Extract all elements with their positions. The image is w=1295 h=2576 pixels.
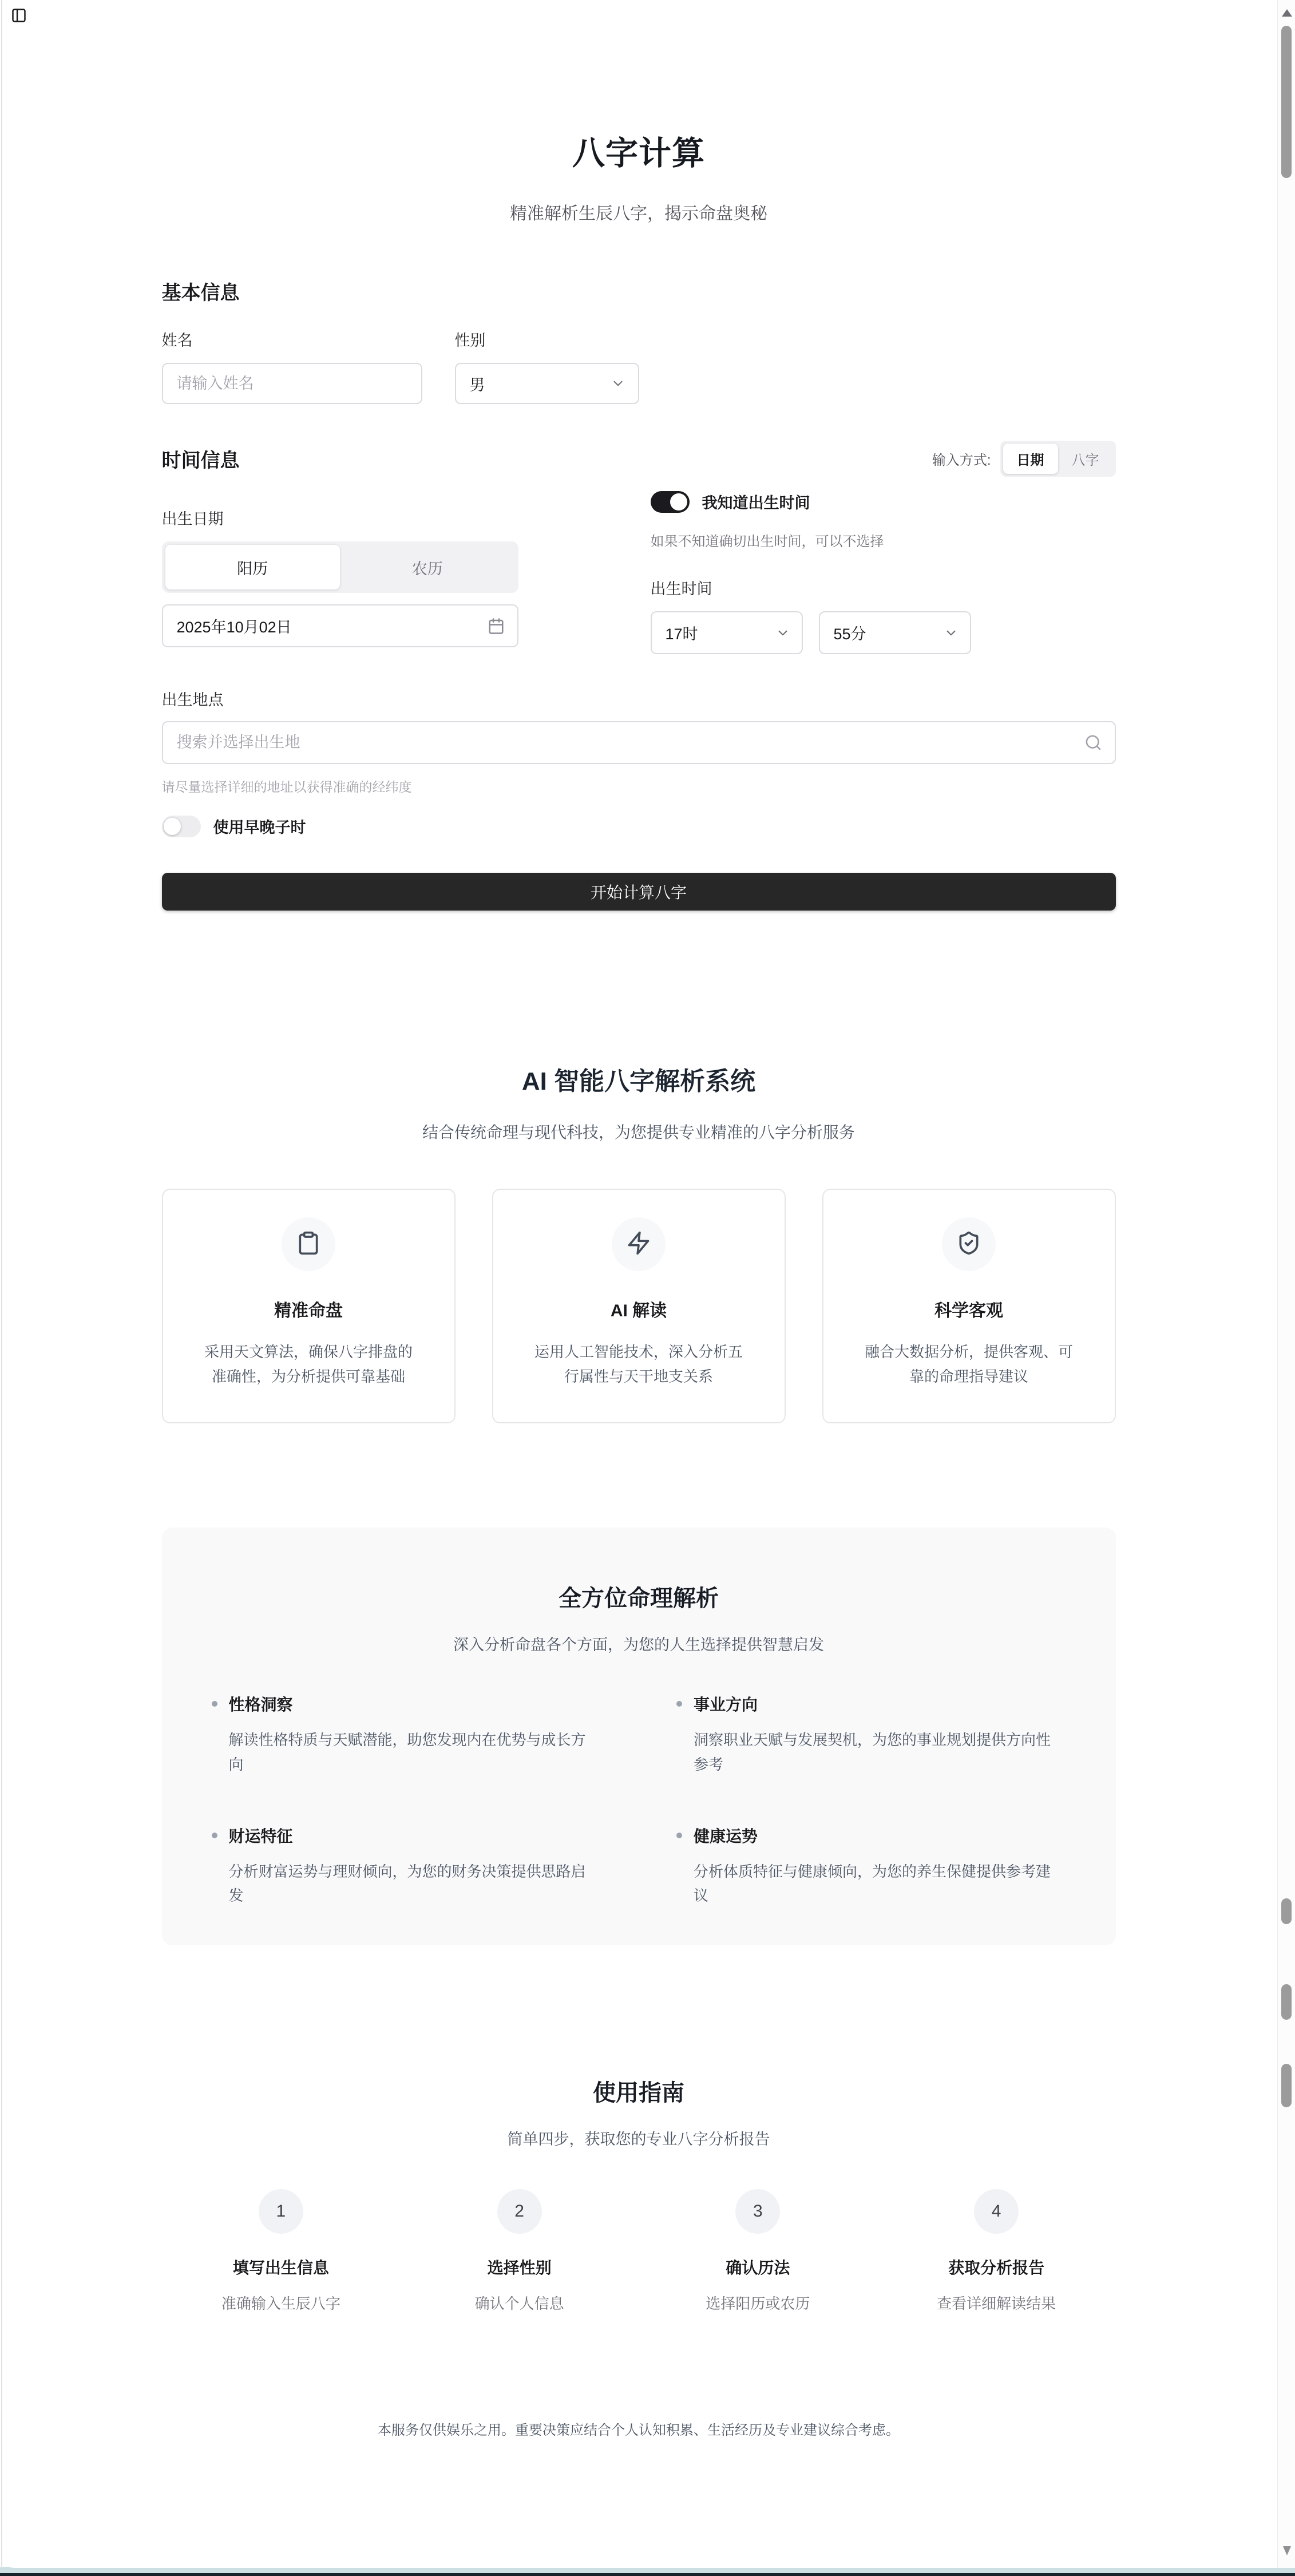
know-time-label: 我知道出生时间	[702, 494, 810, 512]
birth-date-label: 出生日期	[161, 511, 224, 528]
location-search-wrap	[162, 721, 1116, 764]
birth-time-group	[651, 490, 994, 654]
scrollbar-down-arrow-icon[interactable]	[1283, 2546, 1291, 2555]
vertical-scrollbar[interactable]	[1277, 0, 1295, 2568]
feature-card-scientific	[822, 1189, 1116, 1423]
search-icon	[1084, 734, 1102, 751]
item-title: 健康运势	[694, 1827, 758, 1845]
analysis-item-wealth	[212, 1824, 601, 1909]
zishi-toggle-row[interactable]	[162, 815, 1116, 837]
calendar-type-tabs	[162, 541, 518, 593]
know-time-toggle-row[interactable]	[651, 490, 994, 513]
card-icon-circle	[942, 1217, 996, 1271]
input-mode-option-date[interactable]: 日期	[1003, 444, 1058, 474]
feature-card-ai-reading	[492, 1189, 786, 1423]
guide-steps	[162, 2189, 1116, 2313]
card-title: 科学客观	[934, 1301, 1003, 1320]
gender-value: 男	[469, 376, 485, 394]
zishi-label: 使用早晚子时	[213, 819, 306, 836]
hour-value: 17时	[665, 626, 698, 643]
tab-lunar[interactable]: 农历	[411, 560, 443, 577]
step-number-badge: 3	[735, 2189, 780, 2234]
birth-date-picker[interactable]	[162, 604, 518, 647]
step-number-badge: 4	[974, 2189, 1019, 2234]
bullet-dot	[676, 1833, 682, 1838]
step-description: 查看详细解读结果	[937, 2295, 1056, 2313]
scrollbar-mark[interactable]	[1281, 1984, 1292, 2020]
feature-card-accurate-chart	[162, 1189, 456, 1423]
guide-step-2	[400, 2189, 639, 2313]
tab-solar[interactable]: 阳历	[165, 545, 340, 589]
birth-date-group	[162, 507, 518, 654]
card-title: 精准命盘	[274, 1301, 343, 1320]
analysis-panel	[162, 1528, 1116, 1946]
know-time-hint: 如果不知道确切出生时间，可以不选择	[650, 534, 884, 549]
item-description: 分析体质特征与健康倾向，为您的养生保健提供参考建议	[694, 1862, 1051, 1905]
features-subtitle: 结合传统命理与现代科技，为您提供专业精准的八字分析服务	[422, 1123, 855, 1141]
bullet-dot	[212, 1701, 217, 1707]
step-description: 确认个人信息	[474, 2295, 564, 2313]
chevron-down-icon	[944, 626, 959, 640]
location-label: 出生地点	[161, 691, 224, 709]
feature-cards	[162, 1189, 1116, 1423]
footer-disclaimer: 本服务仅供娱乐之用。重要决策应结合个人认知积累、生活经历及专业建议综合考虑。	[378, 2423, 900, 2439]
item-description: 分析财富运势与理财倾向，为您的财务决策提供思路启发	[228, 1862, 586, 1905]
step-title: 填写出生信息	[232, 2259, 329, 2277]
page-subtitle: 精准解析生辰八字，揭示命盘奥秘	[510, 204, 767, 223]
item-title: 事业方向	[694, 1695, 758, 1714]
location-search-input[interactable]	[162, 721, 1116, 764]
analysis-items	[212, 1692, 1066, 1909]
zishi-switch[interactable]	[162, 816, 201, 837]
input-mode-label: 输入方式:	[932, 453, 991, 468]
card-title: AI 解读	[610, 1301, 667, 1320]
chevron-down-icon	[611, 376, 625, 391]
step-description: 选择阳历或农历	[706, 2295, 810, 2313]
time-section-header	[162, 441, 1116, 477]
card-description: 融合大数据分析，提供客观、可靠的命理指导建议	[864, 1343, 1073, 1385]
step-description: 准确输入生辰八字	[221, 2295, 340, 2313]
input-mode-option-bazi[interactable]: 八字	[1071, 453, 1099, 468]
time-fields-grid	[161, 494, 1116, 654]
bullet-dot	[676, 1701, 682, 1707]
shield-check-icon	[956, 1230, 981, 1259]
calendar-icon	[488, 618, 505, 635]
step-title: 选择性别	[487, 2259, 552, 2277]
analysis-item-personality	[212, 1692, 601, 1777]
basic-fields-row	[162, 328, 1116, 404]
calculate-button[interactable]: 开始计算八字	[162, 873, 1116, 911]
name-field-group	[162, 328, 455, 404]
gender-label: 性别	[454, 332, 486, 349]
time-info-heading: 时间信息	[161, 450, 240, 472]
zap-icon	[626, 1230, 651, 1259]
minute-select[interactable]	[819, 611, 971, 654]
page-title: 八字计算	[572, 135, 705, 172]
step-title: 获取分析报告	[948, 2259, 1045, 2277]
clipboard-icon	[296, 1230, 321, 1259]
location-hint: 请尽量选择详细的地址以获得准确的经纬度	[161, 779, 412, 794]
analysis-title: 全方位命理解析	[559, 1585, 719, 1611]
card-description: 采用天文算法，确保八字排盘的准确性，为分析提供可靠基础	[204, 1343, 413, 1385]
guide-title: 使用指南	[593, 2080, 684, 2106]
bottom-dark-strip	[0, 2573, 1295, 2576]
guide-step-1	[162, 2189, 401, 2313]
basic-info-heading: 基本信息	[161, 282, 240, 304]
guide-step-3	[639, 2189, 877, 2313]
analysis-item-career	[676, 1692, 1066, 1777]
analysis-item-health	[676, 1824, 1066, 1909]
birth-time-label: 出生时间	[650, 580, 712, 597]
birth-time-selects	[651, 611, 994, 654]
gender-select[interactable]	[455, 363, 639, 404]
switch-knob	[670, 493, 687, 511]
guide-subtitle: 简单四步，获取您的专业八字分析报告	[507, 2131, 770, 2148]
guide-step-4	[877, 2189, 1116, 2313]
gender-field-group	[455, 328, 639, 404]
name-input[interactable]	[162, 363, 422, 404]
birth-date-value: 2025年10月02日	[176, 619, 292, 636]
item-title: 财运特征	[228, 1827, 293, 1845]
card-description: 运用人工智能技术，深入分析五行属性与天干地支关系	[534, 1343, 743, 1385]
item-description: 洞察职业天赋与发展契机，为您的事业规划提供方向性参考	[694, 1731, 1051, 1773]
scrollbar-up-arrow-icon[interactable]	[1282, 9, 1292, 17]
know-time-switch[interactable]	[651, 491, 690, 513]
minute-value: 55分	[833, 626, 866, 643]
analysis-subtitle: 深入分析命盘各个方面，为您的人生选择提供智慧启发	[453, 1636, 824, 1653]
step-title: 确认历法	[726, 2259, 790, 2277]
step-number-badge: 2	[497, 2189, 542, 2234]
input-mode-control	[932, 441, 1116, 477]
step-number-badge: 1	[259, 2189, 303, 2234]
card-icon-circle	[612, 1217, 666, 1271]
name-label: 姓名	[161, 332, 193, 349]
scrollbar-mark[interactable]	[1281, 2064, 1292, 2107]
scrollbar-thumb[interactable]	[1281, 26, 1292, 178]
item-title: 性格洞察	[228, 1695, 293, 1714]
features-title: AI 智能八字解析系统	[521, 1067, 756, 1095]
scrollbar-mark[interactable]	[1281, 1898, 1292, 1924]
item-description: 解读性格特质与天赋潜能，助您发现内在优势与成长方向	[228, 1731, 586, 1773]
chevron-down-icon	[775, 626, 790, 640]
input-mode-segmented	[1000, 441, 1116, 477]
hour-select[interactable]	[651, 611, 803, 654]
bullet-dot	[212, 1833, 217, 1838]
card-icon-circle	[282, 1217, 335, 1271]
switch-knob	[164, 818, 181, 835]
